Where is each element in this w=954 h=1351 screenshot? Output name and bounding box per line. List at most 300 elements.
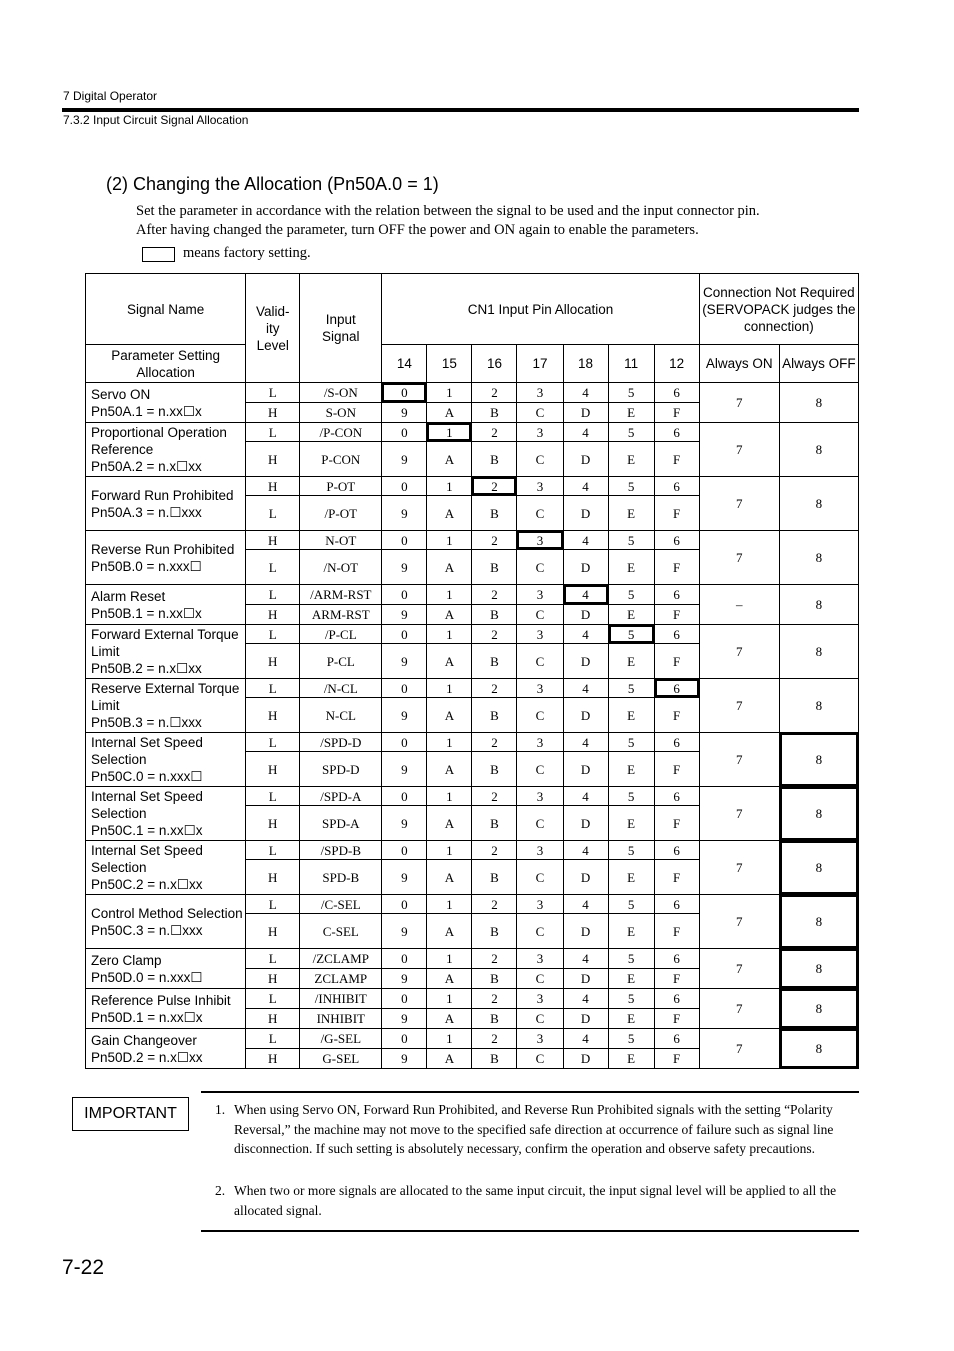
pin-value: 6: [654, 949, 699, 969]
always-on-value: 7: [699, 733, 779, 787]
pin-value: D: [563, 969, 608, 989]
table-row: [86, 679, 859, 698]
pin-value: 9: [382, 403, 427, 423]
pin-value: 1: [427, 531, 472, 550]
pin-value: 4: [563, 787, 608, 806]
pin-value: F: [654, 698, 699, 733]
input-signal: /P-CL: [300, 625, 382, 644]
pin-value: 1: [427, 841, 472, 860]
pin-value: 3: [517, 531, 563, 550]
table-row: [86, 585, 859, 605]
pin-value: F: [654, 550, 699, 585]
pin-value: C: [517, 644, 563, 679]
input-signal: /P-CON: [300, 423, 382, 442]
parameter-setting: Pn50D.1 = n.xx☐x: [91, 1009, 203, 1025]
parameter-setting: Pn50D.0 = n.xxx☐: [91, 969, 203, 985]
pin-value: 0: [382, 1029, 427, 1049]
pin-value: A: [427, 644, 472, 679]
note-number: 1.: [215, 1102, 226, 1117]
pin-value: 4: [563, 1029, 608, 1049]
signal-name-cell: [86, 585, 246, 625]
signal-name-cell: [86, 895, 246, 949]
pin-value: E: [608, 1009, 654, 1029]
pin-value: 3: [517, 787, 563, 806]
always-off-value: 8: [779, 1029, 858, 1069]
pin-value: 2: [472, 423, 517, 442]
parameter-setting: Pn50A.1 = n.xx☐x: [91, 403, 202, 419]
signal-name-cell: [86, 787, 246, 841]
pin-value: 1: [427, 477, 472, 496]
pin-value: B: [472, 550, 517, 585]
pin-value: 2: [472, 733, 517, 752]
always-off-value: 8: [779, 733, 858, 787]
pin-value: 2: [472, 895, 517, 914]
pin-value: A: [427, 605, 472, 625]
validity-level: L: [246, 989, 300, 1009]
pin-value: F: [654, 442, 699, 477]
validity-level: L: [246, 496, 300, 531]
pin-value: 0: [382, 949, 427, 969]
pin-value: E: [608, 698, 654, 733]
pin-value: A: [427, 698, 472, 733]
pin-value: 4: [563, 679, 608, 698]
pin-value: 9: [382, 442, 427, 477]
pin-value: 5: [608, 423, 654, 442]
pin-value: B: [472, 914, 517, 949]
connection-not-required-header: Connection Not Required (SERVOPACK judges the connection): [699, 274, 858, 345]
pin-value: 5: [608, 477, 654, 496]
parameter-setting: Pn50B.0 = n.xxx☐: [91, 558, 202, 574]
pin-value: E: [608, 605, 654, 625]
important-rule-top: [201, 1091, 859, 1093]
pin-value: C: [517, 442, 563, 477]
pin-value: 6: [654, 585, 699, 605]
pin-value: A: [427, 403, 472, 423]
pin-value: 0: [382, 477, 427, 496]
pin-value: C: [517, 698, 563, 733]
input-signal: SPD-A: [300, 806, 382, 841]
pin-value: A: [427, 860, 472, 895]
input-signal: N-OT: [300, 531, 382, 550]
validity-level: L: [246, 787, 300, 806]
always-on-value: 7: [699, 423, 779, 477]
signal-name: Alarm Reset: [91, 588, 166, 604]
pin-value: D: [563, 806, 608, 841]
important-rule-bottom: [201, 1230, 859, 1232]
pin-value: 0: [382, 787, 427, 806]
pin-value: 5: [608, 895, 654, 914]
always-off-value: 8: [779, 949, 858, 989]
input-signal: N-CL: [300, 698, 382, 733]
pin-value: D: [563, 644, 608, 679]
pin-value: 1: [427, 895, 472, 914]
pin-value: 1: [427, 989, 472, 1009]
pin-header: 12: [654, 345, 699, 383]
chapter-header: 7 Digital Operator: [63, 89, 158, 103]
pin-value: 6: [654, 733, 699, 752]
always-on-value: 7: [699, 787, 779, 841]
pin-value: E: [608, 403, 654, 423]
signal-name: Control Method Selection: [91, 905, 243, 921]
pin-value: D: [563, 860, 608, 895]
factory-setting-legend-box: [142, 247, 175, 262]
pin-value: 1: [427, 423, 472, 442]
table-row: [86, 989, 859, 1009]
pin-value: E: [608, 969, 654, 989]
parameter-setting: Pn50C.0 = n.xxx☐: [91, 769, 203, 784]
validity-level: H: [246, 860, 300, 895]
parameter-setting: Pn50B.1 = n.xx☐x: [91, 605, 202, 621]
pin-value: D: [563, 442, 608, 477]
pin-value: 3: [517, 585, 563, 605]
pin-value: 5: [608, 841, 654, 860]
pin-value: B: [472, 969, 517, 989]
note-text: When using Servo ON, Forward Run Prohibited, and Reverse Run Prohibited signals with the setting “Polarity Reversal,” the machine may not move to the specified safe direction at occurrence of failure such as signal line disconnection. If such setting is absolutely necessary, confirm the operation and observe safety precautions.: [234, 1102, 834, 1156]
input-signal: ARM-RST: [300, 605, 382, 625]
pin-value: 4: [563, 989, 608, 1009]
signal-name-cell: [86, 531, 246, 585]
input-signal: P-CON: [300, 442, 382, 477]
pin-value: F: [654, 1009, 699, 1029]
validity-level: L: [246, 423, 300, 442]
validity-level: H: [246, 914, 300, 949]
always-off-value: 8: [779, 787, 858, 841]
pin-value: 1: [427, 949, 472, 969]
always-off-value: 8: [779, 989, 858, 1029]
pin-value: D: [563, 1049, 608, 1069]
pin-value: 2: [472, 625, 517, 644]
input-signal: SPD-D: [300, 752, 382, 787]
pin-value: A: [427, 1009, 472, 1029]
input-signal: /N-CL: [300, 679, 382, 698]
signal-name: Proportional Operation Reference: [91, 425, 227, 457]
pin-value: 5: [608, 733, 654, 752]
validity-level: L: [246, 585, 300, 605]
input-signal: /SPD-B: [300, 841, 382, 860]
input-signal: /N-OT: [300, 550, 382, 585]
pin-value: 1: [427, 787, 472, 806]
table-row: [86, 949, 859, 969]
section-title: (2) Changing the Allocation (Pn50A.0 = 1): [106, 174, 439, 194]
signal-name: Forward External Torque Limit: [91, 627, 239, 659]
signal-name-cell: [86, 733, 246, 787]
pin-value: A: [427, 806, 472, 841]
signal-name-cell: [86, 679, 246, 733]
input-signal: /P-OT: [300, 496, 382, 531]
pin-value: 5: [608, 383, 654, 403]
pin-value: B: [472, 752, 517, 787]
pin-value: E: [608, 806, 654, 841]
parameter-setting: Pn50A.3 = n.☐xxx: [91, 504, 202, 520]
pin-header: 11: [608, 345, 654, 383]
always-off-value: 8: [779, 585, 858, 625]
pin-value: 0: [382, 895, 427, 914]
pin-value: 3: [517, 1029, 563, 1049]
always-off-value: 8: [779, 841, 858, 895]
parameter-setting: Pn50B.2 = n.x☐xx: [91, 661, 202, 676]
validity-level: H: [246, 644, 300, 679]
pin-value: F: [654, 496, 699, 531]
pin-value: C: [517, 550, 563, 585]
intro-line-2: After having changed the parameter, turn OFF the power and ON again to enable the parameters.: [136, 222, 699, 238]
pin-value: 6: [654, 531, 699, 550]
input-signal: C-SEL: [300, 914, 382, 949]
pin-value: D: [563, 496, 608, 531]
pin-value: 9: [382, 1009, 427, 1029]
validity-level: H: [246, 806, 300, 841]
signal-name: Forward Run Prohibited: [91, 487, 234, 503]
always-on-value: 7: [699, 1029, 779, 1069]
signal-name-cell: [86, 383, 246, 423]
table-row: [86, 895, 859, 914]
pin-value: 3: [517, 733, 563, 752]
pin-value: C: [517, 496, 563, 531]
input-signal: /INHIBIT: [300, 989, 382, 1009]
always-off-value: 8: [779, 895, 858, 949]
always-off-header: Always OFF: [779, 345, 858, 383]
signal-name: Zero Clamp: [91, 952, 162, 968]
input-signal: INHIBIT: [300, 1009, 382, 1029]
input-signal: /SPD-A: [300, 787, 382, 806]
signal-name-header: Signal Name: [86, 274, 246, 345]
always-on-value: 7: [699, 679, 779, 733]
pin-value: 9: [382, 969, 427, 989]
always-on-value: 7: [699, 949, 779, 989]
pin-value: F: [654, 752, 699, 787]
validity-level: H: [246, 969, 300, 989]
input-signal: ZCLAMP: [300, 969, 382, 989]
signal-allocation-table: [85, 273, 859, 1069]
pin-value: 5: [608, 989, 654, 1009]
pin-value: 9: [382, 644, 427, 679]
pin-header: 16: [472, 345, 517, 383]
signal-name: Servo ON: [91, 386, 151, 402]
pin-value: 6: [654, 989, 699, 1009]
pin-value: A: [427, 969, 472, 989]
pin-value: F: [654, 605, 699, 625]
signal-name-cell: [86, 989, 246, 1029]
input-signal: SPD-B: [300, 860, 382, 895]
validity-level: H: [246, 403, 300, 423]
pin-value: 9: [382, 1049, 427, 1069]
always-off-value: 8: [779, 679, 858, 733]
pin-value: E: [608, 752, 654, 787]
pin-value: B: [472, 644, 517, 679]
pin-value: A: [427, 496, 472, 531]
table-row: [86, 423, 859, 442]
signal-name: Internal Set Speed Selection: [91, 735, 203, 767]
input-signal: /ZCLAMP: [300, 949, 382, 969]
pin-value: F: [654, 860, 699, 895]
signal-name: Internal Set Speed Selection: [91, 789, 203, 821]
table-row: [86, 531, 859, 550]
pin-value: 0: [382, 733, 427, 752]
always-on-header: Always ON: [699, 345, 779, 383]
pin-value: 3: [517, 625, 563, 644]
pin-value: C: [517, 605, 563, 625]
pin-value: 1: [427, 625, 472, 644]
pin-value: B: [472, 698, 517, 733]
pin-value: D: [563, 605, 608, 625]
validity-level: H: [246, 605, 300, 625]
pin-value: 9: [382, 860, 427, 895]
pin-value: D: [563, 752, 608, 787]
signal-name: Reverse Run Prohibited: [91, 541, 235, 557]
pin-value: 1: [427, 585, 472, 605]
parameter-setting: Pn50C.2 = n.x☐xx: [91, 877, 203, 892]
pin-value: D: [563, 1009, 608, 1029]
always-off-value: 8: [779, 477, 858, 531]
page-number: 7-22: [62, 1256, 105, 1279]
pin-value: 9: [382, 752, 427, 787]
pin-value: 9: [382, 806, 427, 841]
always-on-value: –: [699, 585, 779, 625]
validity-level: H: [246, 1049, 300, 1069]
pin-value: 2: [472, 1029, 517, 1049]
validity-level: L: [246, 550, 300, 585]
pin-value: E: [608, 442, 654, 477]
intro-line-1: Set the parameter in accordance with the relation between the signal to be used and the input connector pin.: [136, 203, 760, 219]
pin-value: 3: [517, 383, 563, 403]
validity-level: H: [246, 1009, 300, 1029]
pin-value: 6: [654, 841, 699, 860]
pin-value: C: [517, 752, 563, 787]
pin-value: A: [427, 550, 472, 585]
pin-value: F: [654, 969, 699, 989]
pin-value: 4: [563, 383, 608, 403]
input-signal: P-CL: [300, 644, 382, 679]
cn1-pin-allocation-header: CN1 Input Pin Allocation: [382, 274, 699, 345]
pin-value: 3: [517, 895, 563, 914]
input-signal: /SPD-D: [300, 733, 382, 752]
pin-value: 9: [382, 914, 427, 949]
input-signal: /S-ON: [300, 383, 382, 403]
pin-value: B: [472, 442, 517, 477]
pin-value: 0: [382, 585, 427, 605]
pin-value: C: [517, 1009, 563, 1029]
pin-value: 2: [472, 841, 517, 860]
validity-level: L: [246, 949, 300, 969]
pin-value: 3: [517, 841, 563, 860]
pin-value: B: [472, 806, 517, 841]
pin-value: 0: [382, 423, 427, 442]
pin-value: 9: [382, 698, 427, 733]
pin-header: 14: [382, 345, 427, 383]
pin-value: 5: [608, 625, 654, 644]
signal-name-cell: [86, 625, 246, 679]
pin-value: 1: [427, 1029, 472, 1049]
validity-level: L: [246, 383, 300, 403]
always-on-value: 7: [699, 841, 779, 895]
pin-value: 9: [382, 550, 427, 585]
pin-value: 0: [382, 531, 427, 550]
pin-value: D: [563, 698, 608, 733]
pin-value: B: [472, 605, 517, 625]
pin-value: E: [608, 914, 654, 949]
pin-value: 4: [563, 423, 608, 442]
table-row: [86, 477, 859, 496]
table-row: [86, 1029, 859, 1049]
input-signal: S-ON: [300, 403, 382, 423]
signal-name: Gain Changeover: [91, 1032, 197, 1048]
validity-level: L: [246, 841, 300, 860]
pin-value: F: [654, 644, 699, 679]
parameter-setting: Pn50B.3 = n.☐xxx: [91, 715, 202, 730]
pin-value: 0: [382, 625, 427, 644]
pin-value: E: [608, 644, 654, 679]
note-number: 2.: [215, 1183, 226, 1198]
pin-value: 5: [608, 949, 654, 969]
pin-value: A: [427, 752, 472, 787]
pin-value: 4: [563, 841, 608, 860]
pin-value: 4: [563, 625, 608, 644]
always-on-value: 7: [699, 625, 779, 679]
validity-level: L: [246, 1029, 300, 1049]
pin-value: 2: [472, 989, 517, 1009]
pin-header: 17: [517, 345, 563, 383]
pin-value: C: [517, 1049, 563, 1069]
pin-value: A: [427, 1049, 472, 1069]
input-signal: /ARM-RST: [300, 585, 382, 605]
pin-value: 2: [472, 949, 517, 969]
pin-value: 5: [608, 787, 654, 806]
pin-header: 18: [563, 345, 608, 383]
pin-value: 2: [472, 585, 517, 605]
always-on-value: 7: [699, 477, 779, 531]
pin-value: C: [517, 969, 563, 989]
pin-value: B: [472, 496, 517, 531]
pin-value: 5: [608, 1029, 654, 1049]
pin-value: 6: [654, 383, 699, 403]
pin-value: 6: [654, 477, 699, 496]
pin-value: B: [472, 403, 517, 423]
pin-value: D: [563, 403, 608, 423]
input-signal: /G-SEL: [300, 1029, 382, 1049]
pin-value: 5: [608, 585, 654, 605]
validity-level: H: [246, 698, 300, 733]
input-signal: G-SEL: [300, 1049, 382, 1069]
pin-value: 2: [472, 787, 517, 806]
parameter-setting-header: Parameter Setting Allocation: [86, 345, 246, 383]
pin-value: 5: [608, 531, 654, 550]
always-on-value: 7: [699, 895, 779, 949]
validity-level: L: [246, 895, 300, 914]
pin-value: 2: [472, 383, 517, 403]
pin-value: 1: [427, 679, 472, 698]
pin-value: F: [654, 1049, 699, 1069]
pin-value: 1: [427, 733, 472, 752]
validity-level: H: [246, 477, 300, 496]
always-off-value: 8: [779, 383, 858, 423]
validity-level: L: [246, 679, 300, 698]
pin-value: 4: [563, 531, 608, 550]
pin-value: 3: [517, 423, 563, 442]
input-signal-header: Input Signal: [300, 274, 382, 383]
pin-value: D: [563, 550, 608, 585]
pin-value: 2: [472, 477, 517, 496]
pin-value: 0: [382, 841, 427, 860]
table-row: [86, 733, 859, 752]
pin-value: 4: [563, 949, 608, 969]
pin-value: 6: [654, 423, 699, 442]
pin-value: E: [608, 550, 654, 585]
factory-setting-legend-text: means factory setting.: [183, 245, 311, 261]
pin-value: 6: [654, 787, 699, 806]
table-row: [86, 383, 859, 403]
parameter-setting: Pn50C.3 = n.☐xxx: [91, 922, 203, 938]
pin-value: F: [654, 806, 699, 841]
pin-value: B: [472, 860, 517, 895]
